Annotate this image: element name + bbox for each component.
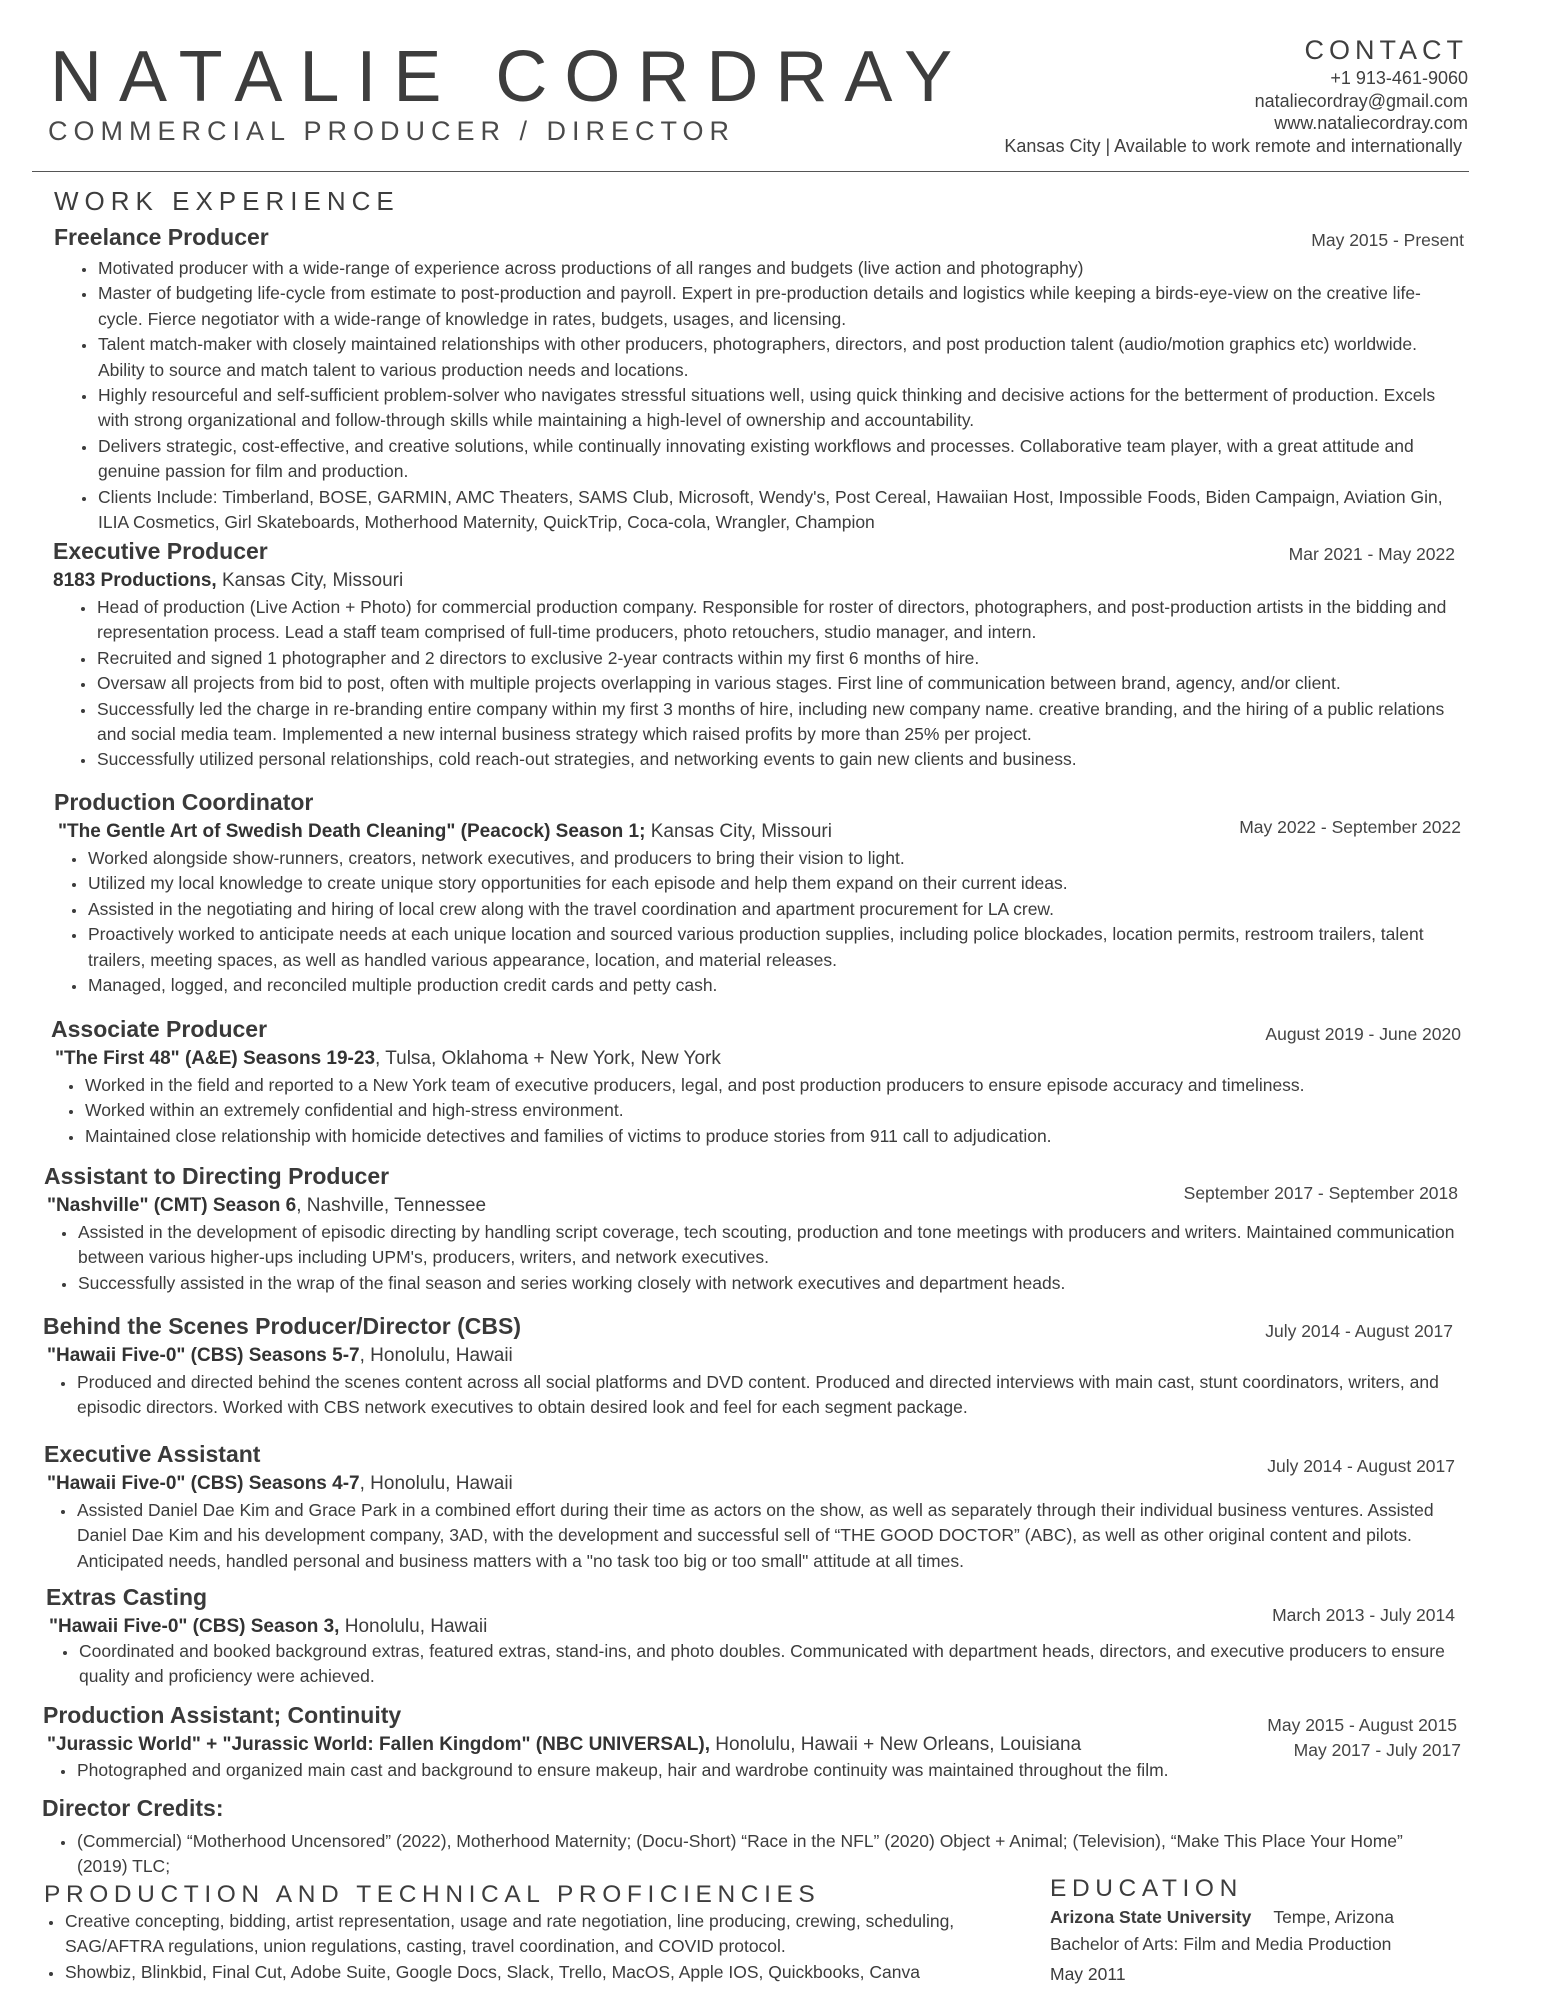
- director-credits: [42, 1795, 1457, 1880]
- job-title: Executive Producer: [53, 538, 268, 564]
- job-bullets: [44, 1498, 1455, 1574]
- contact-block: [748, 34, 1468, 157]
- job-dates: May 2015 - Present: [1311, 230, 1464, 250]
- job-extras-casting: [46, 1584, 1455, 1690]
- director-credits-heading: Director Credits:: [42, 1795, 224, 1821]
- list-item: • Recruited and signed 1 photographer and 2 directors to exclusive 2-year contracts within my first 6 months of hire.: [96, 646, 1455, 671]
- education-block: [1050, 1904, 1480, 1988]
- job-title: Executive Assistant: [44, 1441, 261, 1467]
- list-item: • Successfully assisted in the wrap of the final season and series working closely with network executives and department heads.: [77, 1271, 1458, 1296]
- contact-heading: CONTACT: [1304, 35, 1468, 65]
- job-dates-secondary: May 2017 - July 2017: [1293, 1740, 1461, 1760]
- contact-phone: +1 913-461-9060: [1330, 68, 1468, 88]
- director-credits-list: [42, 1829, 1457, 1880]
- education-place: Tempe, Arizona: [1273, 1907, 1394, 1927]
- list-item: • Utilized my local knowledge to create unique story opportunities for each episode and help them expand on their current ideas.: [87, 871, 1461, 896]
- list-item: • Worked in the field and reported to a New York team of executive producers, legal, and post production producers to ensure episode accuracy and timeliness.: [84, 1073, 1461, 1098]
- job-assistant-to-directing-producer: [44, 1163, 1458, 1296]
- contact-location: Kansas City | Available to work remote and internationally: [1004, 135, 1462, 156]
- job-executive-assistant: [44, 1441, 1455, 1574]
- contact-email[interactable]: nataliecordray@gmail.com: [1254, 90, 1468, 111]
- job-executive-producer: [53, 538, 1455, 773]
- list-item: • Photographed and organized main cast and background to ensure makeup, hair and wardrobe continuity was maintained throughout the film.: [76, 1758, 1461, 1783]
- list-item: • Assisted in the development of episodic directing by handling script coverage, tech scouting, production and tone meetings with producers and writers. Maintained communication between various higher-ups including UPM's, producers, writers, and network executives.: [77, 1220, 1458, 1271]
- job-title: Associate Producer: [51, 1016, 268, 1042]
- job-organization: "Hawaii Five-0" (CBS) Seasons 4-7, Honolulu, Hawaii: [47, 1473, 513, 1494]
- job-title: Freelance Producer: [54, 224, 269, 250]
- list-item: • Head of production (Live Action + Photo) for commercial production company. Responsible for roster of directors, photographers, and post-production artists in the bidding and representation process. Lead a staff team comprised of full-time producers, photo retouchers, studio manager, and intern.: [96, 595, 1455, 646]
- job-organization: "Nashville" (CMT) Season 6, Nashville, Tennessee: [47, 1195, 487, 1216]
- proficiencies-heading: PRODUCTION AND TECHNICAL PROFICIENCIES: [44, 1881, 821, 1908]
- job-dates: Mar 2021 - May 2022: [1288, 544, 1455, 564]
- job-dates: March 2013 - July 2014: [1272, 1605, 1455, 1625]
- list-item: • Oversaw all projects from bid to post, often with multiple projects overlapping in various stages. First line of communication between brand, agency, and/or client.: [96, 671, 1455, 696]
- job-dates: August 2019 - June 2020: [1265, 1024, 1461, 1044]
- job-title: Production Assistant; Continuity: [43, 1702, 402, 1728]
- list-item: • Creative concepting, bidding, artist representation, usage and rate negotiation, line producing, crewing, scheduling, SAG/AFTRA regulations, union regulations, casting, travel coordination, and COVID protocol.: [64, 1909, 1025, 1960]
- job-production-coordinator: [54, 789, 1461, 998]
- job-bullets: [43, 1370, 1453, 1421]
- candidate-name: NATALIE CORDRAY: [50, 37, 970, 117]
- job-freelance-producer: [54, 224, 1464, 535]
- candidate-title: COMMERCIAL PRODUCER / DIRECTOR: [48, 116, 736, 146]
- list-item: • Assisted Daniel Dae Kim and Grace Park in a combined effort during their time as actors on the show, as well as separately through their individual business ventures. Assisted Daniel Dae Kim and his development company, 3AD, with the development and successful sell of “THE GOOD DOCTOR” (ABC), as well as other original content and pilots. Anticipated needs, handled personal and business matters with a "no task too big or too small" attitude at all times.: [76, 1498, 1455, 1574]
- job-title: Extras Casting: [46, 1584, 208, 1610]
- list-item: • Proactively worked to anticipate needs at each unique location and sourced various production supplies, including police blockades, location permits, restroom trailers, talent trailers, meeting spaces, as well as handled various appearance, location, and material releases.: [87, 922, 1461, 973]
- list-item: • Successfully utilized personal relationships, cold reach-out strategies, and networking events to gain new clients and business.: [96, 747, 1455, 772]
- job-dates: July 2014 - August 2017: [1267, 1456, 1455, 1476]
- job-bullets: [43, 1758, 1461, 1783]
- job-bullets: [54, 256, 1464, 535]
- job-bullets: [46, 1639, 1455, 1690]
- job-organization: "Hawaii Five-0" (CBS) Season 3, Honolulu, Hawaii: [49, 1616, 488, 1637]
- contact-website[interactable]: www.nataliecordray.com: [1274, 113, 1468, 133]
- job-bullets: [44, 1220, 1458, 1296]
- list-item: • Managed, logged, and reconciled multiple production credit cards and petty cash.: [87, 973, 1461, 998]
- education-degree: Bachelor of Arts: Film and Media Production: [1050, 1933, 1392, 1954]
- list-item: • Produced and directed behind the scenes content across all social platforms and DVD content. Produced and directed interviews with main cast, stunt coordinators, writers, and episodic directors. Worked with CBS network executives to obtain desired look and feel for each segment package.: [76, 1370, 1453, 1421]
- list-item: • Motivated producer with a wide-range of experience across productions of all ranges and budgets (live action and photography): [97, 256, 1464, 281]
- job-bullets: [54, 846, 1461, 998]
- work-experience-heading: WORK EXPERIENCE: [54, 186, 400, 216]
- job-dates: May 2015 - August 2015: [1267, 1715, 1457, 1735]
- list-item: • Coordinated and booked background extras, featured extras, stand-ins, and photo doubles. Communicated with department heads, directors, and executive producers to ensure quality and proficiency were achieved.: [78, 1639, 1455, 1690]
- job-organization: "The First 48" (A&E) Seasons 19-23, Tulsa, Oklahoma + New York, New York: [55, 1048, 721, 1069]
- proficiencies-list: [40, 1909, 1025, 1985]
- header-divider: [32, 171, 1469, 172]
- list-item: • (Commercial) “Motherhood Uncensored” (2022), Motherhood Maternity; (Docu-Short) “Race in the NFL” (2020) Object + Animal; (Television), “Make This Place Your Home” (2019) TLC;: [76, 1829, 1457, 1880]
- list-item: • Highly resourceful and self-sufficient problem-solver who navigates stressful situations well, using quick thinking and decisive actions for the betterment of production. Excels with strong organizational and follow-through skills while maintaining a high-level of ownership and accountability.: [97, 383, 1464, 434]
- job-organization: "Jurassic World" + "Jurassic World: Fallen Kingdom" (NBC UNIVERSAL), Honolulu, Hawaii + New Orleans, Louisiana: [47, 1734, 1082, 1755]
- job-organization: "Hawaii Five-0" (CBS) Seasons 5-7, Honolulu, Hawaii: [47, 1345, 513, 1366]
- list-item: • Worked alongside show-runners, creators, network executives, and producers to bring their vision to light.: [87, 846, 1461, 871]
- job-title: Assistant to Directing Producer: [44, 1163, 390, 1189]
- list-item: • Worked within an extremely confidential and high-stress environment.: [84, 1098, 1461, 1123]
- education-date: May 2011: [1050, 1964, 1126, 1984]
- job-associate-producer: [51, 1016, 1461, 1149]
- list-item: • Master of budgeting life-cycle from estimate to post-production and payroll. Expert in pre-production details and logistics while keeping a birds-eye-view on the creative life-cycle. Fierce negotiator with a wide-range of knowledge in rates, budgets, usages, and licensing.: [97, 281, 1464, 332]
- list-item: • Successfully led the charge in re-branding entire company within my first 3 months of hire, including new company name. creative branding, and the hiring of a public relations and social media team. Implemented a new internal business strategy which raised profits by more than 25% per project.: [96, 697, 1455, 748]
- job-dates: September 2017 - September 2018: [1183, 1183, 1458, 1203]
- job-organization: "The Gentle Art of Swedish Death Cleaning" (Peacock) Season 1; Kansas City, Missouri: [58, 821, 832, 842]
- job-production-assistant-continuity: [43, 1702, 1461, 1783]
- education-heading: EDUCATION: [1050, 1875, 1243, 1902]
- job-bullets: [53, 595, 1455, 773]
- list-item: • Showbiz, Blinkbid, Final Cut, Adobe Suite, Google Docs, Slack, Trello, MacOS, Apple IOS, Quickbooks, Canva: [64, 1960, 1025, 1985]
- list-item: • Delivers strategic, cost-effective, and creative solutions, while continually innovating existing workflows and processes. Collaborative team player, with a great attitude and genuine passion for film and production.: [97, 434, 1464, 485]
- job-dates: July 2014 - August 2017: [1265, 1321, 1453, 1341]
- job-organization: 8183 Productions, Kansas City, Missouri: [53, 570, 404, 591]
- education-school: Arizona State University: [1050, 1907, 1252, 1927]
- job-bullets: [51, 1073, 1461, 1149]
- list-item: • Talent match-maker with closely maintained relationships with other producers, photographers, directors, and post production talent (audio/motion graphics etc) worldwide. Ability to source and match talent to various production needs and locations.: [97, 332, 1464, 383]
- list-item: • Maintained close relationship with homicide detectives and families of victims to produce stories from 911 call to adjudication.: [84, 1124, 1461, 1149]
- list-item: • Clients Include: Timberland, BOSE, GARMIN, AMC Theaters, SAMS Club, Microsoft, Wendy's, Post Cereal, Hawaiian Host, Impossible Foods, Biden Campaign, Aviation Gin, ILIA Cosmetics, Girl Skateboards, Motherhood Maternity, QuickTrip, Coca-cola, Wrangler, Champion: [97, 485, 1464, 536]
- job-dates: May 2022 - September 2022: [1239, 817, 1461, 837]
- job-title: Production Coordinator: [54, 789, 314, 815]
- proficiencies-block: [40, 1909, 1025, 1985]
- job-behind-the-scenes-producer: [43, 1313, 1453, 1421]
- list-item: • Assisted in the negotiating and hiring of local crew along with the travel coordination and apartment procurement for LA crew.: [87, 897, 1461, 922]
- job-title: Behind the Scenes Producer/Director (CBS): [43, 1313, 521, 1339]
